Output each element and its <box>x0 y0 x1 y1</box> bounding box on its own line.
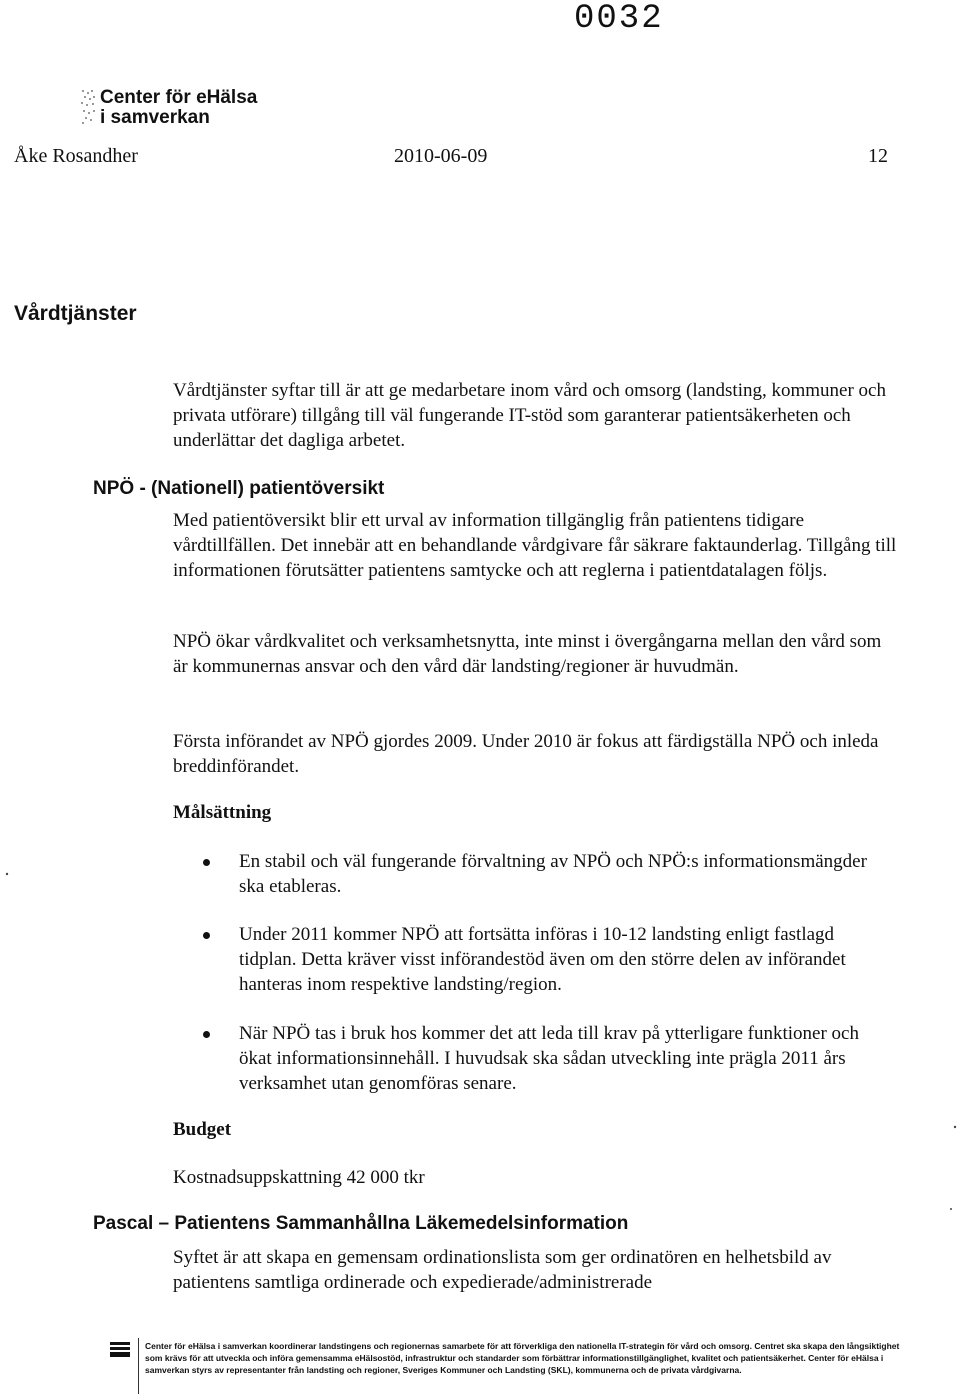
npo-heading: NPÖ - (Nationell) patientöversikt <box>93 478 385 499</box>
goal-text: En stabil och väl fungerande förvaltning av NPÖ och NPÖ:s informationsmängder ska etableras. <box>239 851 867 897</box>
bullet-icon <box>203 1031 210 1038</box>
footer-divider <box>138 1338 139 1394</box>
document-author: Åke Rosandher <box>14 145 138 167</box>
pascal-heading: Pascal – Patientens Sammanhållna Läkemedelsinformation <box>93 1213 629 1234</box>
npo-paragraph-1: Med patientöversikt blir ett urval av information tillgänglig från patientens tidigare vårdtillfällen. Det innebär att en behandlande vårdgivare får säkrare faktaunderlag. Tillgång till informationen förutsätter patientens samtycke och att reglerna i patientdatalagen följs. <box>173 510 897 581</box>
pascal-paragraph: Syftet är att skapa en gemensam ordinationslista som ger ordinatören en helhetsbild av patientens samtliga ordinerade och expedierade/administrerade <box>173 1247 832 1293</box>
section-title: Vårdtjänster <box>14 302 137 325</box>
logo-line-1: Center för eHälsa <box>100 87 258 108</box>
logo-mark-icon <box>80 88 96 128</box>
logo-text <box>100 88 257 128</box>
goal-text: När NPÖ tas i bruk hos kommer det att leda till krav på ytterligare funktioner och ökat informationsinnehåll. I huvudsak ska sådan utveckling inte prägla 2011 års verksamhet utan genomföras senare. <box>239 1023 859 1094</box>
page-stamp-number: 0032 <box>574 0 664 38</box>
document-date: 2010-06-09 <box>394 145 488 167</box>
goal-heading: Målsättning <box>173 802 272 823</box>
bullet-icon <box>203 859 210 866</box>
section-intro-paragraph: Vårdtjänster syftar till är att ge medarbetare inom vård och omsorg (landsting, kommuner och privata utförare) tillgång till väl fungerande IT-stöd som garanterar patientsäkerheten och underlättar det dagliga arbetet. <box>173 380 886 451</box>
budget-heading: Budget <box>173 1119 232 1140</box>
npo-paragraph-3: Första införandet av NPÖ gjordes 2009. Under 2010 är fokus att färdigställa NPÖ och inleda breddinförandet. <box>173 731 879 777</box>
page-number: 12 <box>868 145 888 167</box>
npo-paragraph-2: NPÖ ökar vårdkvalitet och verksamhetsnytta, inte minst i övergångarna mellan den vård som är kommunernas ansvar och den vård där landsting/regioner är huvudmän. <box>173 631 882 677</box>
budget-estimate: Kostnadsuppskattning 42 000 tkr <box>173 1167 425 1188</box>
goal-text: Under 2011 kommer NPÖ att fortsätta införas i 10-12 landsting enligt fastlagd tidplan. Detta kräver visst införandestöd även om den större delen av införandet hanteras inom respektive landsting/region. <box>239 924 846 995</box>
footer-logo-icon <box>110 1342 130 1358</box>
logo-line-2: i samverkan <box>100 107 210 128</box>
bullet-icon <box>203 932 210 939</box>
footer-text: Center för eHälsa i samverkan koordinerar landstingens och regionernas samarbete för att förverkliga den nationella IT-strategin för vård och omsorg. Centret ska skapa den långsiktighet som krävs för att utveckla och införa gemensamma eHälsostöd, infrastruktur och standarder som förbättrar informationstillgänglighet, kvalitet och patientsäkerhet. Center för eHälsa i samverkan styrs av representanter från landsting och regioner, Sveriges Kommuner och Landsting (SKL), kommunerna och de privata vårdgivarna. <box>145 1341 900 1375</box>
